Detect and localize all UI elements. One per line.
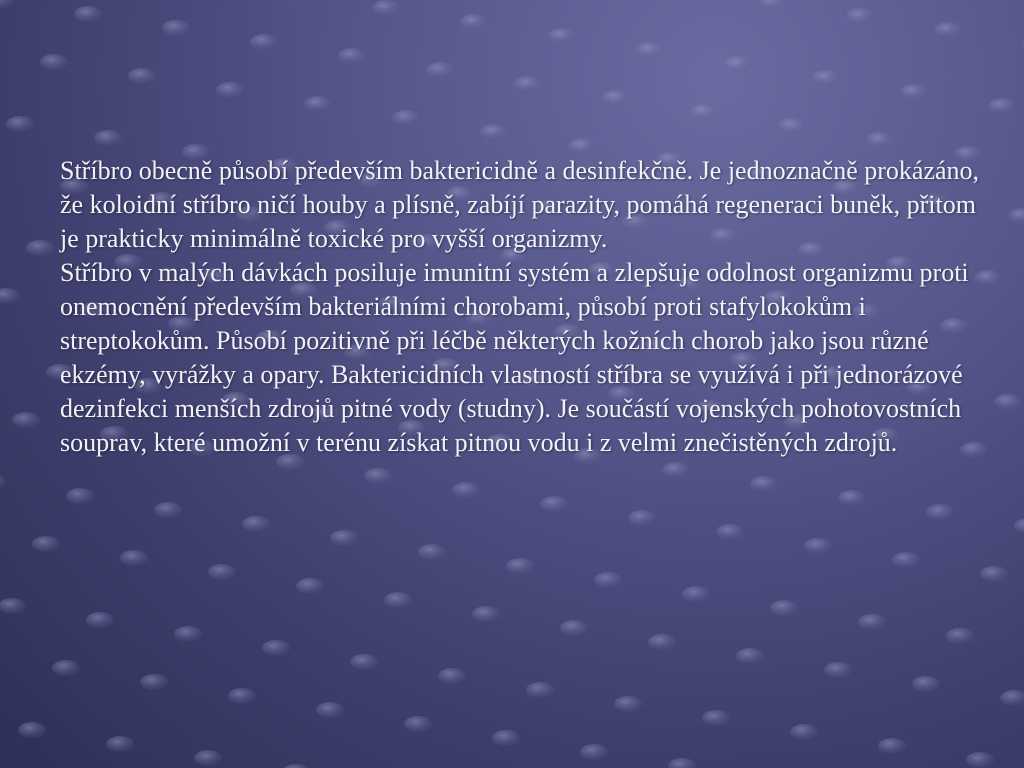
background-dot bbox=[804, 538, 832, 554]
background-dot bbox=[384, 592, 412, 608]
background-dot bbox=[736, 648, 764, 664]
background-dot bbox=[602, 90, 630, 106]
background-dot bbox=[912, 676, 940, 692]
background-dot bbox=[438, 668, 466, 684]
background-dot bbox=[966, 752, 994, 768]
background-dot bbox=[900, 84, 928, 100]
background-dot bbox=[86, 612, 114, 628]
background-dot bbox=[66, 488, 94, 504]
background-dot bbox=[228, 688, 256, 704]
background-dot bbox=[94, 130, 122, 146]
background-dot bbox=[262, 640, 290, 656]
background-dot bbox=[758, 0, 786, 10]
background-dot bbox=[926, 504, 954, 520]
background-dot bbox=[472, 606, 500, 622]
background-dot bbox=[0, 598, 26, 614]
background-dot bbox=[338, 48, 366, 64]
background-dot bbox=[506, 558, 534, 574]
background-dot bbox=[934, 22, 962, 38]
background-dot bbox=[364, 468, 392, 484]
background-dot bbox=[26, 240, 54, 256]
background-dot bbox=[994, 394, 1022, 410]
background-dot bbox=[174, 626, 202, 642]
background-dot bbox=[824, 662, 852, 678]
background-dot bbox=[690, 104, 718, 120]
background-dot bbox=[18, 722, 46, 738]
slide-body bbox=[60, 154, 980, 460]
background-dot bbox=[1000, 690, 1024, 706]
background-dot bbox=[892, 552, 920, 568]
background-dot bbox=[316, 702, 344, 718]
background-dot bbox=[648, 634, 676, 650]
background-dot bbox=[404, 716, 432, 732]
paragraph-silver-immunity: Stříbro v malých dávkách posiluje imunitní systém a zlepšuje odolnost organizmu proti onemocnění především bakteriálními chorobami, působí proti stafylokokům i streptokokům. Působí pozitivně při léčbě některých kožních chorob jako jsou různé ekzémy, vyrážky a opary. Baktericidních vlastností stříbra se využívá i při jednorázové dezinfekci menších zdrojů pitné vody (studny). Je součástí vojenských pohotovostních souprav, které umožní v terénu získat pitnou vodu i z velmi znečistěných zdrojů. bbox=[60, 258, 969, 457]
background-dot bbox=[1014, 518, 1024, 534]
background-dot bbox=[12, 412, 40, 428]
background-dot bbox=[628, 510, 656, 526]
background-dot bbox=[162, 20, 190, 36]
background-dot bbox=[492, 730, 520, 746]
background-dot bbox=[40, 54, 68, 70]
background-dot bbox=[0, 0, 14, 8]
background-dot bbox=[540, 496, 568, 512]
background-dot bbox=[514, 76, 542, 92]
background-dot bbox=[878, 738, 906, 754]
background-dot bbox=[154, 502, 182, 518]
background-dot bbox=[846, 8, 874, 24]
paragraph-silver-effects: Stříbro obecně působí především baktericidně a desinfekčně. Je jednoznačně prokázáno, že koloidní stříbro ničí houby a plísně, zabíjí parazity, pomáhá regeneraci buněk, přitom je prakticky minimálně toxické pro vyšší organizmy. bbox=[60, 156, 980, 253]
background-dot bbox=[250, 34, 278, 50]
background-dot bbox=[1008, 208, 1024, 224]
background-dot bbox=[636, 42, 664, 58]
background-dot bbox=[716, 524, 744, 540]
background-dot bbox=[548, 28, 576, 44]
background-dot bbox=[452, 482, 480, 498]
background-dot bbox=[946, 628, 974, 644]
background-dot bbox=[74, 6, 102, 22]
background-dot bbox=[580, 744, 608, 760]
background-dot bbox=[6, 116, 34, 132]
background-dot bbox=[330, 530, 358, 546]
background-dot bbox=[304, 96, 332, 112]
background-dot bbox=[460, 14, 488, 30]
background-dot bbox=[614, 696, 642, 712]
background-dot bbox=[372, 0, 400, 16]
background-dot bbox=[682, 586, 710, 602]
background-dot bbox=[106, 736, 134, 752]
background-dot bbox=[52, 660, 80, 676]
background-dot bbox=[568, 138, 596, 154]
background-dot bbox=[140, 674, 168, 690]
background-dot bbox=[526, 682, 554, 698]
background-dot bbox=[282, 764, 310, 768]
background-dot bbox=[838, 490, 866, 506]
background-dot bbox=[128, 68, 156, 84]
background-dot bbox=[988, 98, 1016, 114]
background-dot bbox=[980, 566, 1008, 582]
background-dot bbox=[812, 70, 840, 86]
background-dot bbox=[350, 654, 378, 670]
background-dot bbox=[392, 110, 420, 126]
background-dot bbox=[194, 750, 222, 766]
background-dot bbox=[702, 710, 730, 726]
background-dot bbox=[662, 462, 690, 478]
background-dot bbox=[0, 288, 20, 304]
background-dot bbox=[778, 118, 806, 134]
background-dot bbox=[242, 516, 270, 532]
background-dot bbox=[32, 536, 60, 552]
background-dot bbox=[560, 620, 588, 636]
background-dot bbox=[216, 82, 244, 98]
background-dot bbox=[0, 474, 6, 490]
background-dot bbox=[418, 544, 446, 560]
background-dot bbox=[724, 56, 752, 72]
background-dot bbox=[866, 132, 894, 148]
background-dot bbox=[296, 578, 324, 594]
background-dot bbox=[858, 614, 886, 630]
background-dot bbox=[120, 550, 148, 566]
background-dot bbox=[770, 600, 798, 616]
background-dot bbox=[426, 62, 454, 78]
background-dot bbox=[284, 0, 312, 2]
background-dot bbox=[668, 758, 696, 768]
background-dot bbox=[750, 476, 778, 492]
background-dot bbox=[790, 724, 818, 740]
background-dot bbox=[480, 124, 508, 140]
background-dot bbox=[594, 572, 622, 588]
background-dot bbox=[208, 564, 236, 580]
